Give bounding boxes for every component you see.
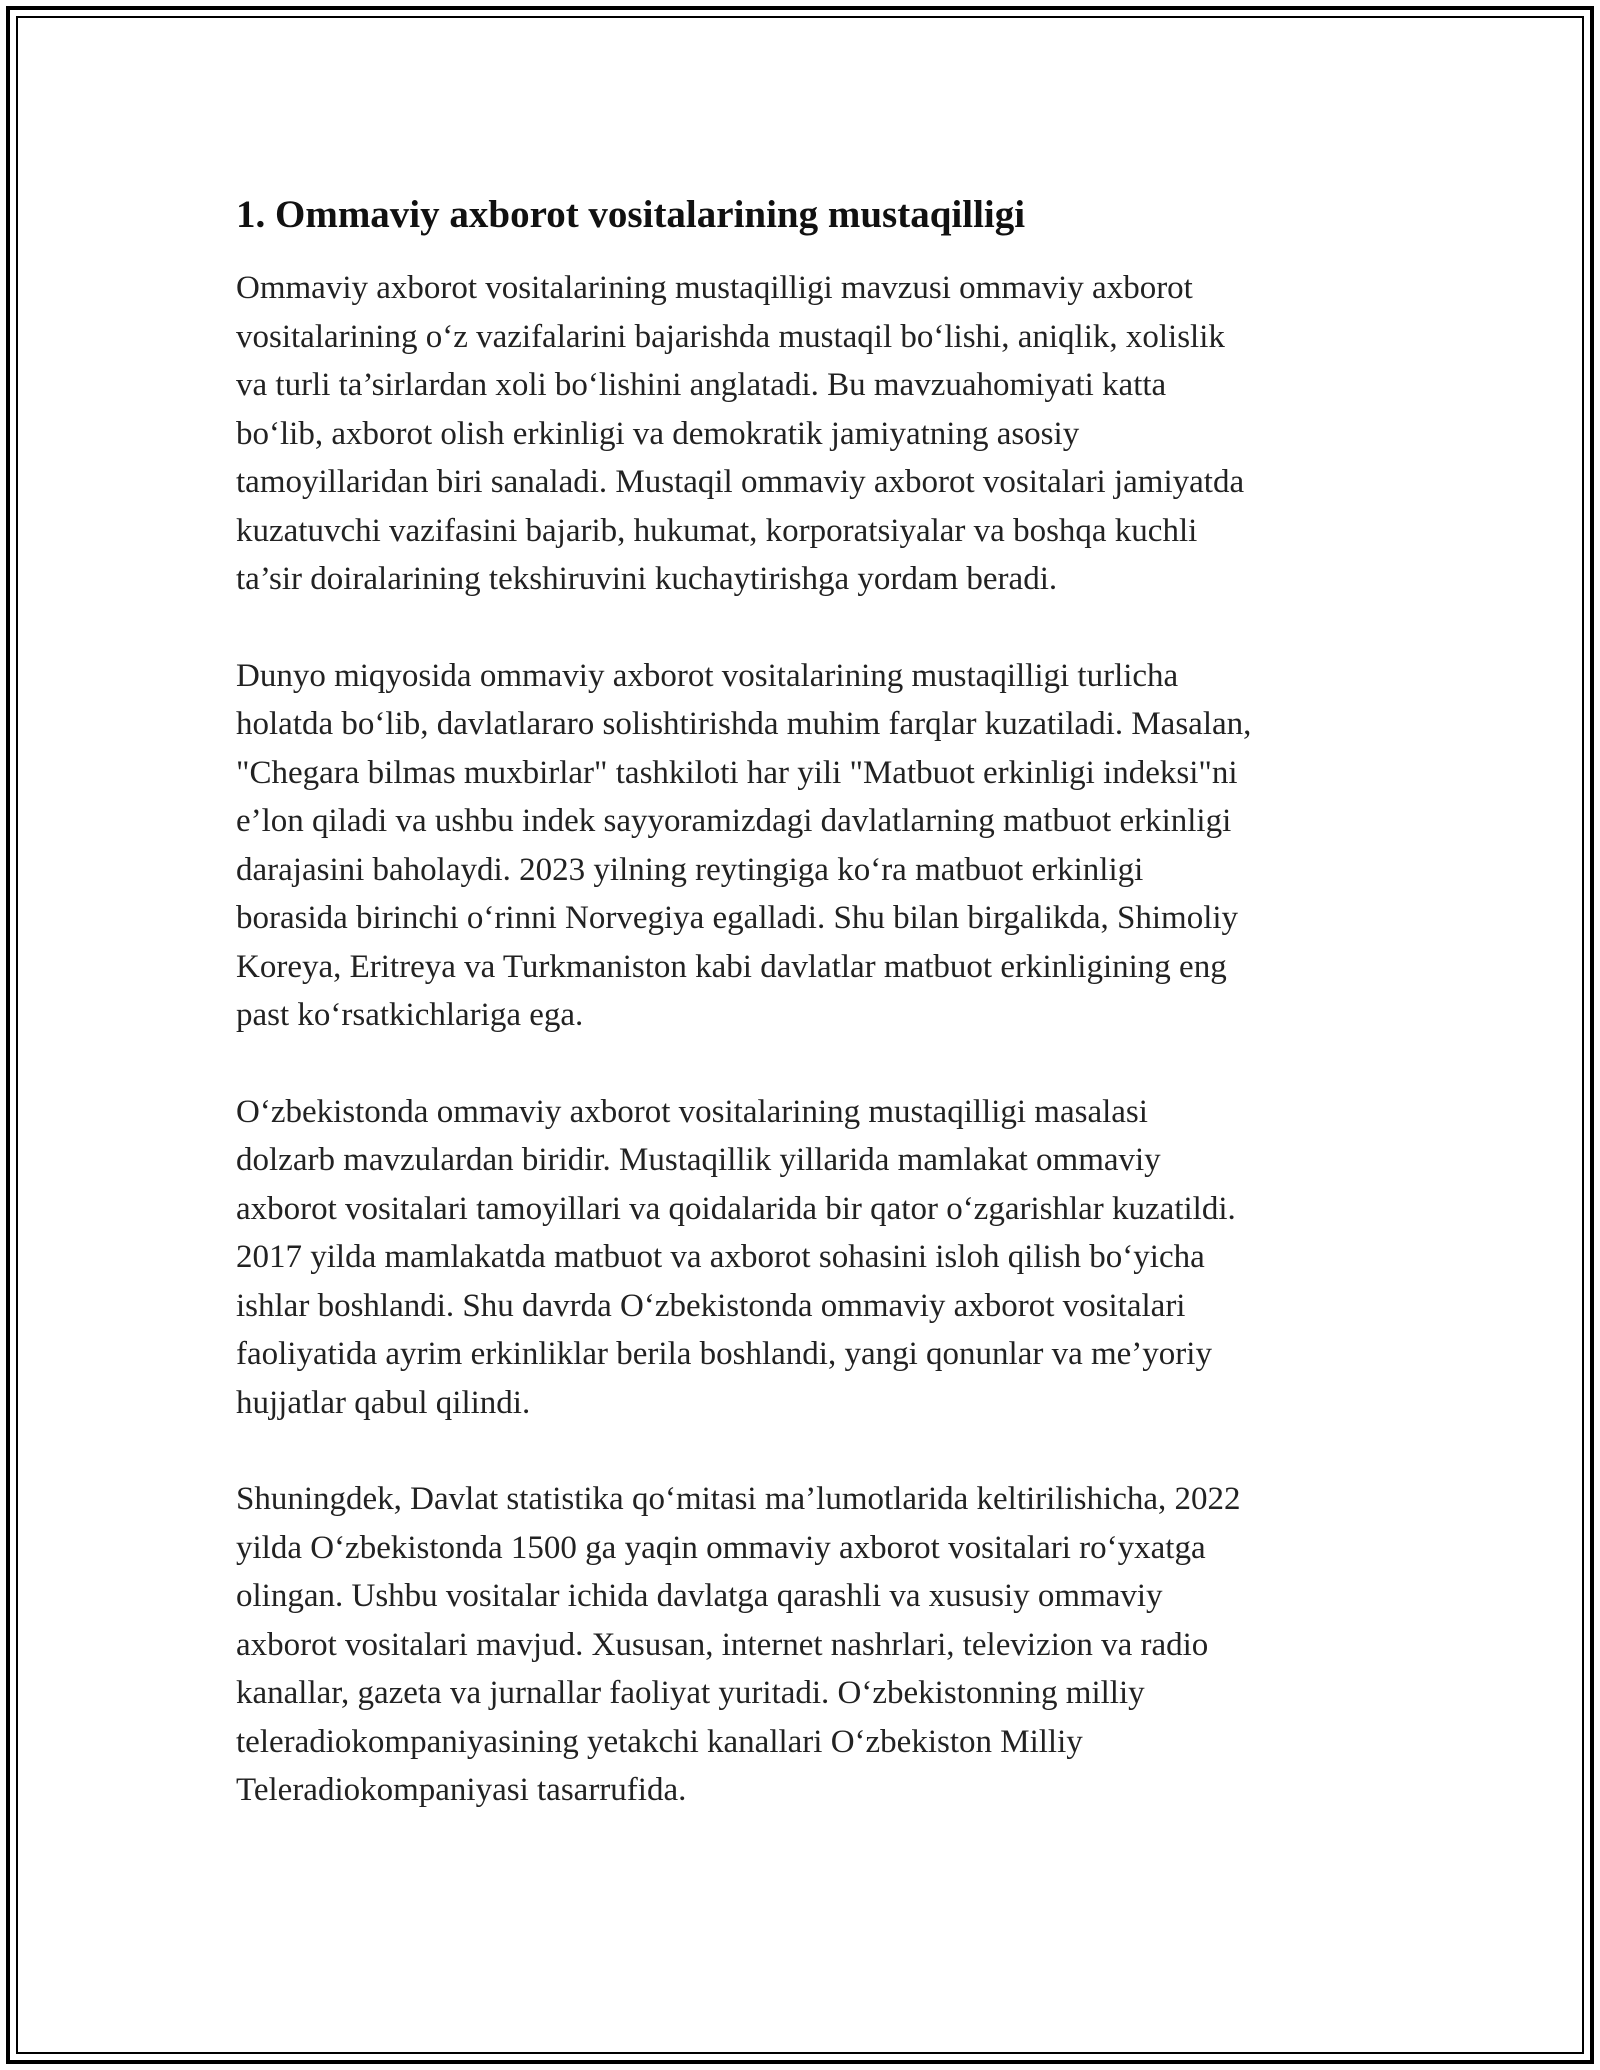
- line: olingan. Ushbu vositalar ichida davlatga qarashli va xususiy ommaviy: [236, 1578, 1163, 1614]
- section-heading: 1. Ommaviy axborot vositalarining mustaqilligi: [236, 193, 1026, 236]
- line: tamoyillaridan biri sanaladi. Mustaqil ommaviy axborot vositalari jamiyatda: [236, 464, 1245, 500]
- line: axborot vositalari mavjud. Xususan, internet nashrlari, televizion va radio: [236, 1626, 1209, 1663]
- line: vositalarining o‘z vazifalarini bajarishda mustaqil bo‘lishi, aniqlik, xolislik: [236, 318, 1225, 355]
- document-content: [236, 186, 1366, 1863]
- line: axborot vositalari tamoyillari va qoidalarida bir qator o‘zgarishlar kuzatildi.: [236, 1190, 1236, 1227]
- line: Koreya, Eritreya va Turkmaniston kabi davlatlar matbuot erkinligining eng: [236, 948, 1227, 985]
- line: kuzatuvchi vazifasini bajarib, hukumat, korporatsiyalar va boshqa kuchli: [236, 512, 1198, 549]
- line: "Chegara bilmas muxbirlar" tashkiloti har yili "Matbuot erkinligi indeksi"ni: [236, 754, 1238, 791]
- line: va turli ta’sirlardan xoli bo‘lishini anglatadi. Bu mavzuahomiyati katta: [236, 367, 1167, 403]
- paragraph-1: [236, 264, 1366, 604]
- line: teleradiokompaniyasining yetakchi kanallari O‘zbekiston Milliy: [236, 1723, 1083, 1760]
- line: ishlar boshlandi. Shu davrda O‘zbekistonda ommaviy axborot vositalari: [236, 1287, 1186, 1324]
- line: yilda O‘zbekistonda 1500 ga yaqin ommaviy axborot vositalari ro‘yxatga: [236, 1529, 1206, 1566]
- paragraph-2: [236, 652, 1366, 1040]
- paragraph-3: [236, 1088, 1366, 1428]
- line: O‘zbekistonda ommaviy axborot vositalarining mustaqilligi masalasi: [236, 1093, 1148, 1130]
- line: Shuningdek, Davlat statistika qo‘mitasi ma’lumotlarida keltirilishicha, 2022: [236, 1481, 1241, 1517]
- line: kanallar, gazeta va jurnallar faoliyat yuritadi. O‘zbekistonning milliy: [236, 1675, 1145, 1711]
- line: past ko‘rsatkichlariga ega.: [236, 997, 584, 1033]
- line: darajasini baholaydi. 2023 yilning reytingiga ko‘ra matbuot erkinligi: [236, 851, 1144, 888]
- line: bo‘lib, axborot olish erkinligi va demokratik jamiyatning asosiy: [236, 415, 1080, 452]
- line: e’lon qiladi va ushbu indek sayyoramizdagi davlatlarning matbuot erkinligi: [236, 803, 1232, 839]
- line: Teleradiokompaniyasi tasarrufida.: [236, 1772, 687, 1808]
- line: Dunyo miqyosida ommaviy axborot vositalarining mustaqilligi turlicha: [236, 657, 1179, 694]
- line: Ommaviy axborot vositalarining mustaqilligi mavzusi ommaviy axborot: [236, 270, 1193, 306]
- line: dolzarb mavzulardan biridir. Mustaqillik yillarida mamlakat ommaviy: [236, 1142, 1161, 1178]
- line: 2017 yilda mamlakatda matbuot va axborot sohasini isloh qilish bo‘yicha: [236, 1239, 1205, 1275]
- paragraph-4: [236, 1475, 1366, 1815]
- line: holatda bo‘lib, davlatlararo solishtirishda muhim farqlar kuzatiladi. Masalan,: [236, 706, 1252, 742]
- line: ta’sir doiralarining tekshiruvini kuchaytirishga yordam beradi.: [236, 561, 1058, 597]
- line: borasida birinchi o‘rinni Norvegiya egalladi. Shu bilan birgalikda, Shimoliy: [236, 900, 1239, 936]
- line: faoliyatida ayrim erkinliklar berila boshlandi, yangi qonunlar va me’yoriy: [236, 1336, 1212, 1372]
- line: hujjatlar qabul qilindi.: [236, 1384, 531, 1421]
